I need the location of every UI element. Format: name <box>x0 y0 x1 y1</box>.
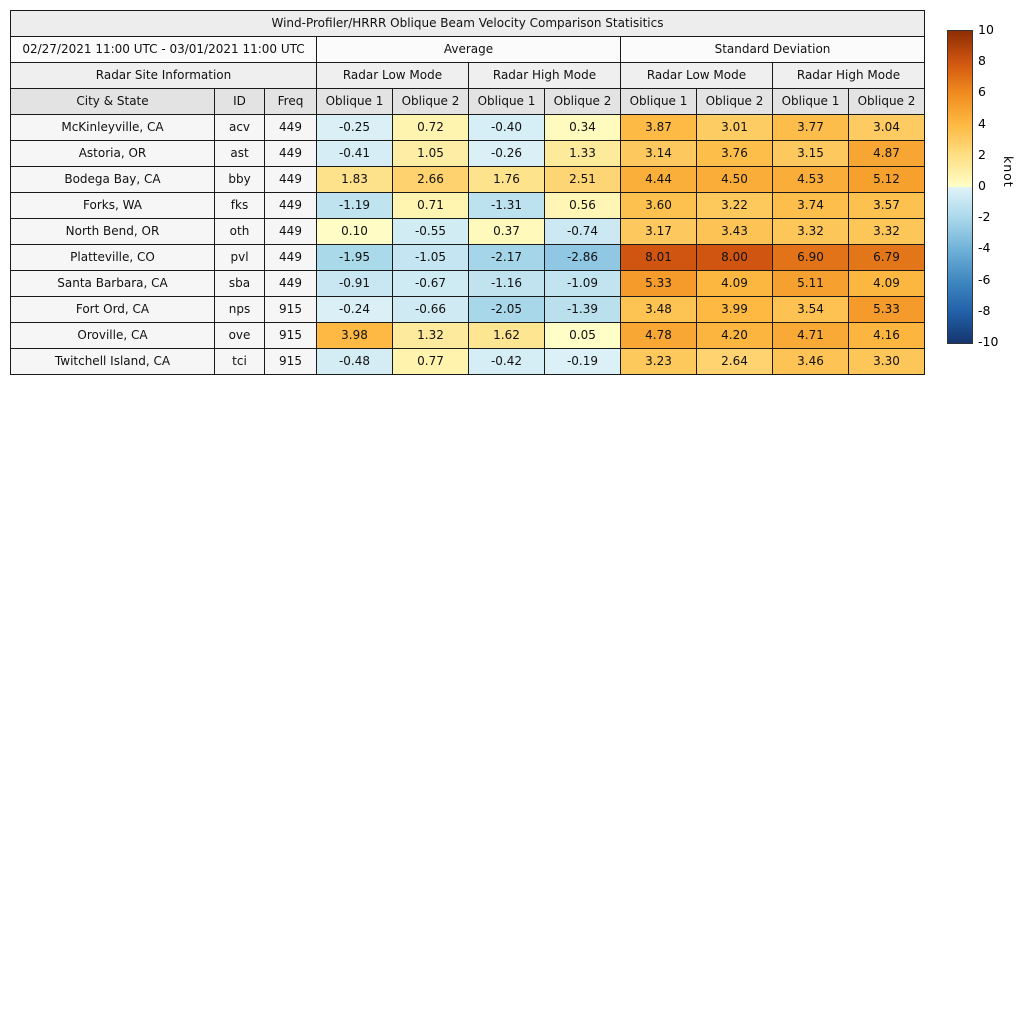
id-cell: ast <box>215 141 265 167</box>
table-row <box>11 323 925 349</box>
value-cell: 3.32 <box>849 219 925 245</box>
value-cell: -2.05 <box>469 297 545 323</box>
value-cell: 4.44 <box>621 167 697 193</box>
freq-cell: 449 <box>265 141 317 167</box>
city-cell: Bodega Bay, CA <box>11 167 215 193</box>
city-state-header: City & State <box>11 89 215 115</box>
city-cell: Fort Ord, CA <box>11 297 215 323</box>
value-cell: -0.55 <box>393 219 469 245</box>
value-cell: 2.64 <box>697 349 773 375</box>
value-cell: -1.39 <box>545 297 621 323</box>
id-cell: pvl <box>215 245 265 271</box>
colorbar <box>947 22 1024 360</box>
std-high-mode-header: Radar High Mode <box>773 63 925 89</box>
value-cell: 3.57 <box>849 193 925 219</box>
value-cell: 0.37 <box>469 219 545 245</box>
id-cell: acv <box>215 115 265 141</box>
value-cell: -1.09 <box>545 271 621 297</box>
value-cell: -0.25 <box>317 115 393 141</box>
value-cell: -0.40 <box>469 115 545 141</box>
freq-cell: 449 <box>265 245 317 271</box>
value-cell: 3.54 <box>773 297 849 323</box>
value-cell: 8.01 <box>621 245 697 271</box>
value-cell: 0.05 <box>545 323 621 349</box>
value-cell: 6.79 <box>849 245 925 271</box>
freq-cell: 449 <box>265 167 317 193</box>
group-header-row <box>11 37 925 63</box>
city-cell: Oroville, CA <box>11 323 215 349</box>
oblique1-header: Oblique 1 <box>469 89 545 115</box>
value-cell: 3.04 <box>849 115 925 141</box>
value-cell: 3.99 <box>697 297 773 323</box>
colorbar-tick-label: -6 <box>978 271 991 287</box>
value-cell: 3.60 <box>621 193 697 219</box>
value-cell: -0.66 <box>393 297 469 323</box>
value-cell: -1.16 <box>469 271 545 297</box>
table-title: Wind-Profiler/HRRR Oblique Beam Velocity Comparison Statisitics <box>11 11 925 37</box>
value-cell: -0.19 <box>545 349 621 375</box>
freq-header: Freq <box>265 89 317 115</box>
value-cell: -1.19 <box>317 193 393 219</box>
std-low-mode-header: Radar Low Mode <box>621 63 773 89</box>
freq-cell: 449 <box>265 219 317 245</box>
value-cell: -1.95 <box>317 245 393 271</box>
oblique1-header: Oblique 1 <box>621 89 697 115</box>
colorbar-tick-label: 2 <box>978 146 986 162</box>
value-cell: 6.90 <box>773 245 849 271</box>
value-cell: 4.53 <box>773 167 849 193</box>
freq-cell: 449 <box>265 271 317 297</box>
value-cell: -0.26 <box>469 141 545 167</box>
value-cell: 4.78 <box>621 323 697 349</box>
value-cell: 4.09 <box>697 271 773 297</box>
freq-cell: 449 <box>265 193 317 219</box>
freq-cell: 449 <box>265 115 317 141</box>
value-cell: 4.20 <box>697 323 773 349</box>
comparison-table-figure <box>10 10 925 375</box>
table-row <box>11 297 925 323</box>
avg-high-mode-header: Radar High Mode <box>469 63 621 89</box>
value-cell: 4.50 <box>697 167 773 193</box>
city-cell: Santa Barbara, CA <box>11 271 215 297</box>
value-cell: 4.71 <box>773 323 849 349</box>
id-cell: oth <box>215 219 265 245</box>
table-row <box>11 349 925 375</box>
colorbar-tick-label: 6 <box>978 84 986 100</box>
id-cell: bby <box>215 167 265 193</box>
city-cell: Astoria, OR <box>11 141 215 167</box>
value-cell: 5.12 <box>849 167 925 193</box>
value-cell: 3.32 <box>773 219 849 245</box>
table-row <box>11 115 925 141</box>
oblique2-header: Oblique 2 <box>697 89 773 115</box>
table-row <box>11 167 925 193</box>
site-info-header: Radar Site Information <box>11 63 317 89</box>
value-cell: 2.51 <box>545 167 621 193</box>
id-cell: ove <box>215 323 265 349</box>
value-cell: 0.71 <box>393 193 469 219</box>
value-cell: 0.77 <box>393 349 469 375</box>
value-cell: -1.05 <box>393 245 469 271</box>
value-cell: 3.98 <box>317 323 393 349</box>
value-cell: -0.67 <box>393 271 469 297</box>
oblique2-header: Oblique 2 <box>849 89 925 115</box>
table-row <box>11 271 925 297</box>
value-cell: 5.11 <box>773 271 849 297</box>
value-cell: 2.66 <box>393 167 469 193</box>
value-cell: 3.46 <box>773 349 849 375</box>
value-cell: 3.14 <box>621 141 697 167</box>
table-row <box>11 141 925 167</box>
group-stddev-header: Standard Deviation <box>621 37 925 63</box>
value-cell: 3.23 <box>621 349 697 375</box>
city-cell: North Bend, OR <box>11 219 215 245</box>
value-cell: -0.24 <box>317 297 393 323</box>
freq-cell: 915 <box>265 323 317 349</box>
value-cell: -2.86 <box>545 245 621 271</box>
value-cell: 3.74 <box>773 193 849 219</box>
oblique2-header: Oblique 2 <box>393 89 469 115</box>
value-cell: 1.83 <box>317 167 393 193</box>
value-cell: 0.72 <box>393 115 469 141</box>
colorbar-tick-label: 8 <box>978 53 986 69</box>
table-row <box>11 219 925 245</box>
value-cell: 3.01 <box>697 115 773 141</box>
id-cell: fks <box>215 193 265 219</box>
value-cell: -0.42 <box>469 349 545 375</box>
date-range: 02/27/2021 11:00 UTC - 03/01/2021 11:00 UTC <box>11 37 317 63</box>
stats-table <box>10 10 925 375</box>
value-cell: 1.62 <box>469 323 545 349</box>
value-cell: -0.91 <box>317 271 393 297</box>
city-cell: McKinleyville, CA <box>11 115 215 141</box>
colorbar-tick-label: -2 <box>978 209 991 225</box>
value-cell: 1.32 <box>393 323 469 349</box>
id-header: ID <box>215 89 265 115</box>
value-cell: -1.31 <box>469 193 545 219</box>
group-average-header: Average <box>317 37 621 63</box>
value-cell: 3.48 <box>621 297 697 323</box>
value-cell: 1.76 <box>469 167 545 193</box>
value-cell: 0.10 <box>317 219 393 245</box>
colorbar-tick-label: -8 <box>978 302 991 318</box>
value-cell: -2.17 <box>469 245 545 271</box>
oblique1-header: Oblique 1 <box>317 89 393 115</box>
value-cell: -0.48 <box>317 349 393 375</box>
value-cell: 3.77 <box>773 115 849 141</box>
value-cell: 3.30 <box>849 349 925 375</box>
value-cell: 0.34 <box>545 115 621 141</box>
value-cell: 0.56 <box>545 193 621 219</box>
mode-header-row <box>11 63 925 89</box>
value-cell: -0.41 <box>317 141 393 167</box>
colorbar-tick-label: -4 <box>978 240 991 256</box>
colorbar-tick-label: 4 <box>978 115 986 131</box>
value-cell: 3.87 <box>621 115 697 141</box>
value-cell: 8.00 <box>697 245 773 271</box>
city-cell: Platteville, CO <box>11 245 215 271</box>
value-cell: 1.05 <box>393 141 469 167</box>
table-row <box>11 245 925 271</box>
id-cell: sba <box>215 271 265 297</box>
value-cell: 1.33 <box>545 141 621 167</box>
colorbar-unit-label: knot <box>1001 156 1016 188</box>
city-cell: Forks, WA <box>11 193 215 219</box>
value-cell: -0.74 <box>545 219 621 245</box>
value-cell: 5.33 <box>849 297 925 323</box>
title-row <box>11 11 925 37</box>
oblique2-header: Oblique 2 <box>545 89 621 115</box>
value-cell: 3.43 <box>697 219 773 245</box>
freq-cell: 915 <box>265 349 317 375</box>
colorbar-tick-label: 0 <box>978 178 986 193</box>
colorbar-tick-label: -10 <box>978 334 999 349</box>
value-cell: 4.09 <box>849 271 925 297</box>
value-cell: 3.22 <box>697 193 773 219</box>
colorbar-gradient <box>947 30 973 344</box>
id-cell: tci <box>215 349 265 375</box>
value-cell: 3.15 <box>773 141 849 167</box>
column-header-row <box>11 89 925 115</box>
value-cell: 5.33 <box>621 271 697 297</box>
city-cell: Twitchell Island, CA <box>11 349 215 375</box>
avg-low-mode-header: Radar Low Mode <box>317 63 469 89</box>
oblique1-header: Oblique 1 <box>773 89 849 115</box>
freq-cell: 915 <box>265 297 317 323</box>
value-cell: 4.16 <box>849 323 925 349</box>
table-row <box>11 193 925 219</box>
value-cell: 4.87 <box>849 141 925 167</box>
colorbar-tick-label: 10 <box>978 22 994 37</box>
value-cell: 3.76 <box>697 141 773 167</box>
value-cell: 3.17 <box>621 219 697 245</box>
id-cell: nps <box>215 297 265 323</box>
